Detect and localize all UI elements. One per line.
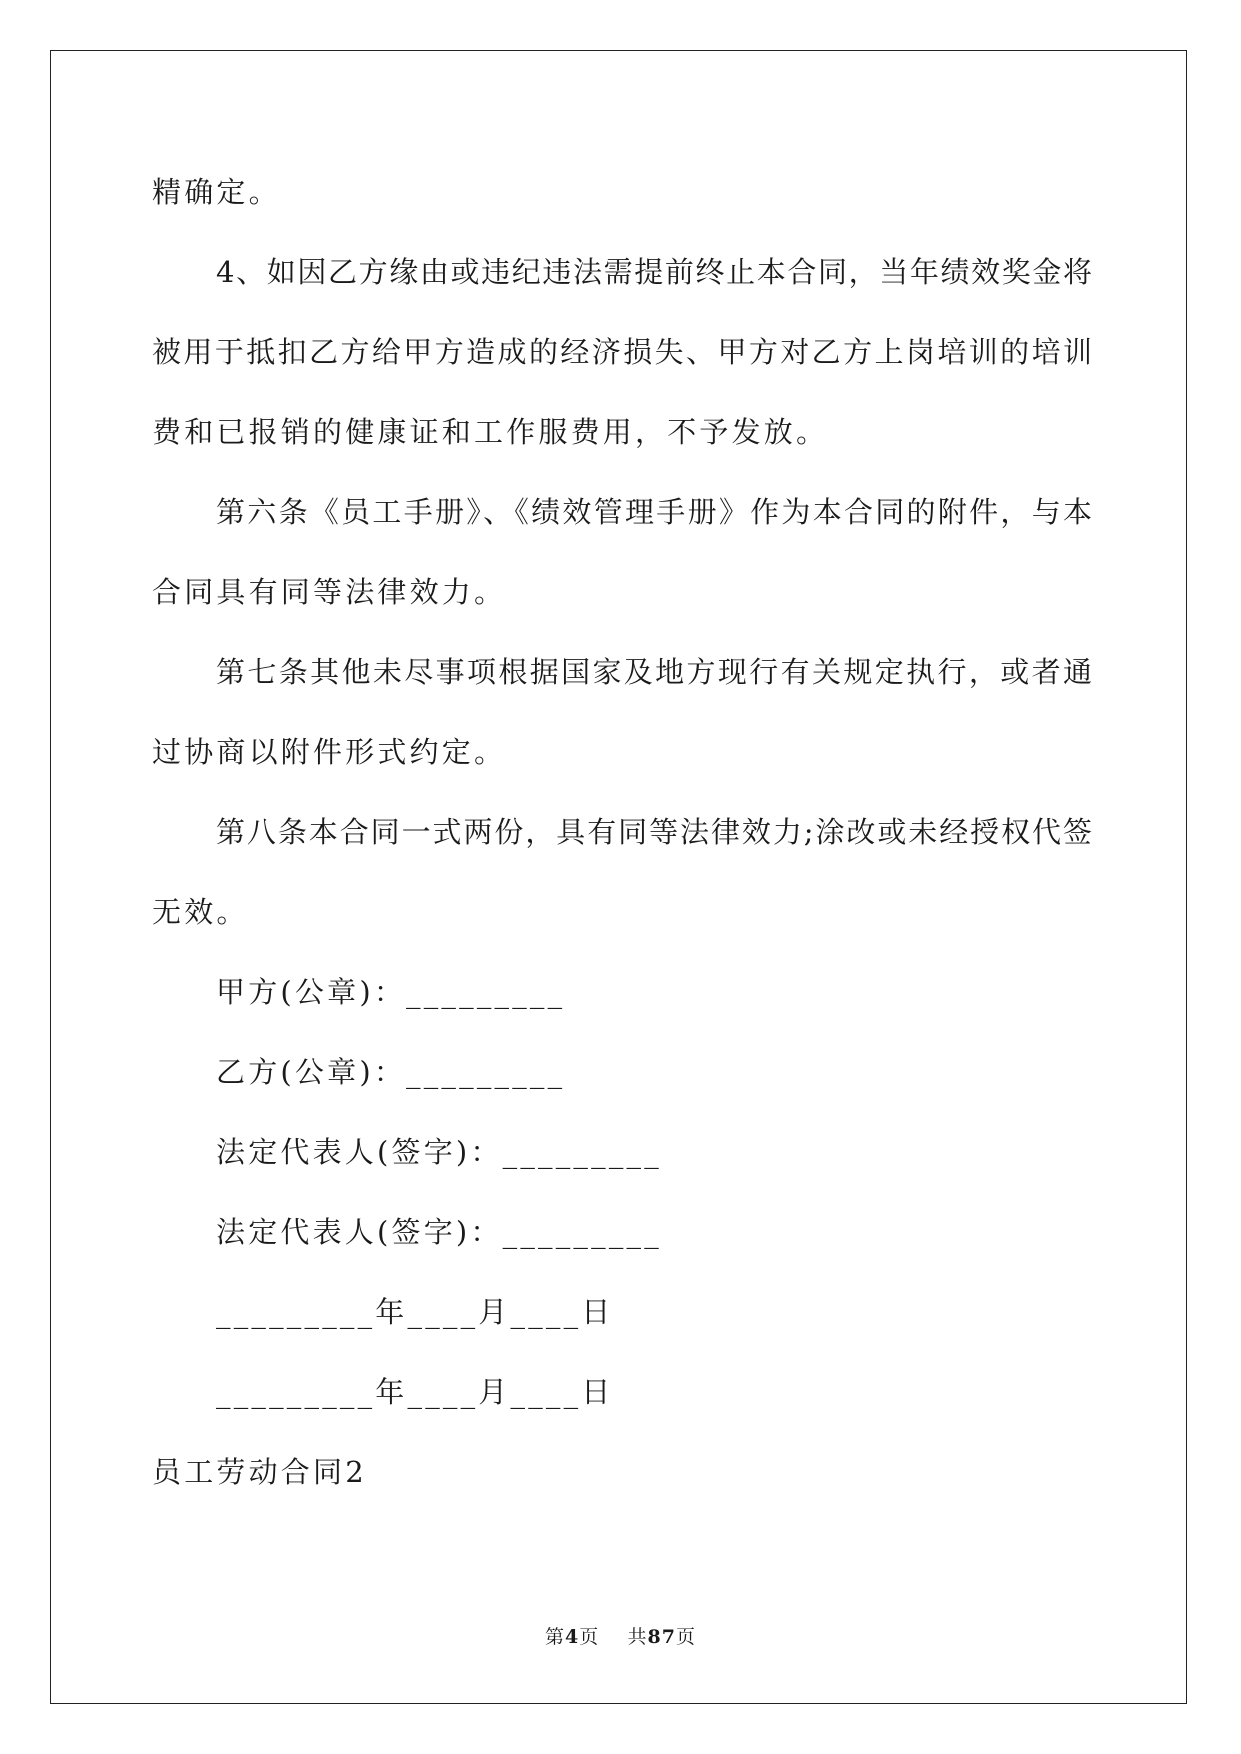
text-line: 合同具有同等法律效力。 [152, 575, 507, 609]
current-page-number: 4 [565, 1626, 580, 1648]
page-footer [0, 1622, 1241, 1649]
text-line-clause-4: 4、如因乙方缘由或违纪违法需提前终止本合同，当年绩效奖金将 [216, 255, 1092, 289]
footer-total-suffix: 页 [675, 1626, 696, 1648]
text-line-continuation: 精确定。 [152, 175, 281, 209]
legal-rep-signature-field: 法定代表人(签字)：_________ [216, 1135, 662, 1169]
text-line: 被用于抵扣乙方给甲方造成的经济损失、甲方对乙方上岗培训的培训 [152, 335, 1092, 369]
footer-prefix: 第 [545, 1626, 566, 1648]
text-line: 过协商以附件形式约定。 [152, 735, 507, 769]
date-field: _________年____月____日 [216, 1375, 614, 1409]
legal-rep-signature-field: 法定代表人(签字)：_________ [216, 1215, 662, 1249]
party-b-seal-field: 乙方(公章)：_________ [216, 1055, 566, 1089]
text-line: 无效。 [152, 895, 249, 929]
text-line-article-6: 第六条《员工手册》、《绩效管理手册》作为本合同的附件，与本 [216, 495, 1092, 529]
text-line: 费和已报销的健康证和工作服费用，不予发放。 [152, 415, 829, 449]
footer-total-prefix: 共 [627, 1626, 648, 1648]
section-heading: 员工劳动合同2 [152, 1455, 367, 1489]
footer-page-suffix: 页 [579, 1626, 600, 1648]
date-field: _________年____月____日 [216, 1295, 614, 1329]
total-pages-number: 87 [647, 1626, 676, 1648]
party-a-seal-field: 甲方(公章)：_________ [216, 975, 566, 1009]
text-line-article-7: 第七条其他未尽事项根据国家及地方现行有关规定执行，或者通 [216, 655, 1092, 689]
text-line-article-8: 第八条本合同一式两份，具有同等法律效力;涂改或未经授权代签 [216, 815, 1092, 849]
